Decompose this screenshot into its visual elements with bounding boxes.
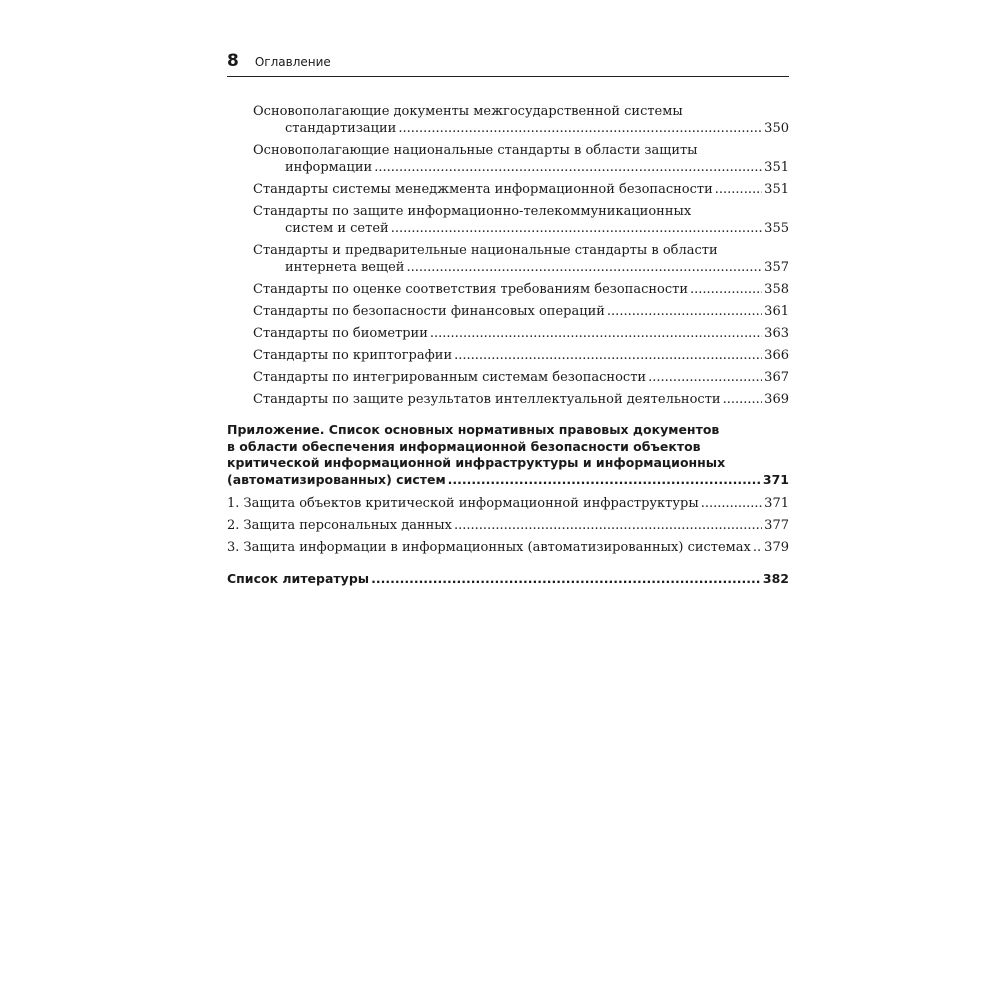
toc-entry-title: Стандарты по биометрии bbox=[253, 326, 428, 341]
toc-entry-title-line1: Стандарты по защите информационно-телекоммуникационных bbox=[253, 204, 692, 219]
toc-page-number: 351 bbox=[764, 182, 789, 197]
dot-leader bbox=[690, 281, 762, 298]
toc-entry[interactable] bbox=[227, 242, 789, 276]
toc-page-number: 369 bbox=[764, 392, 789, 407]
toc-entry[interactable] bbox=[227, 325, 789, 342]
toc-entry-title-line2: систем и сетей bbox=[285, 221, 389, 236]
toc-entry[interactable] bbox=[227, 281, 789, 298]
appendix-item[interactable] bbox=[227, 539, 789, 556]
toc-entry-title: Стандарты по криптографии bbox=[253, 348, 453, 363]
toc-page-number: 357 bbox=[764, 260, 789, 275]
toc-section-list bbox=[227, 103, 789, 408]
appendix-item-list bbox=[227, 495, 789, 556]
toc-page-number: 379 bbox=[764, 540, 789, 555]
dot-leader bbox=[454, 347, 762, 364]
dot-leader bbox=[406, 259, 762, 276]
toc-page-number: 377 bbox=[764, 518, 789, 533]
appendix-title-line: критической информационной инфраструктуры и информационных bbox=[227, 455, 726, 470]
dot-leader bbox=[448, 472, 761, 489]
toc-page bbox=[227, 50, 789, 587]
appendix-title-line: Приложение. Список основных нормативных правовых документов bbox=[227, 422, 720, 437]
toc-entry-title: Стандарты по безопасности финансовых операций bbox=[253, 304, 605, 319]
appendix-item-title: 2. Защита персональных данных bbox=[227, 518, 452, 533]
appendix-heading[interactable] bbox=[227, 422, 789, 488]
toc-page-number: 361 bbox=[764, 304, 789, 319]
appendix-item-title: 3. Защита информации в информационных (автоматизированных) системах bbox=[227, 540, 751, 555]
dot-leader bbox=[454, 517, 762, 534]
toc-entry-title-line1: Основополагающие документы межгосударственной системы bbox=[253, 104, 683, 119]
page-number: 8 bbox=[227, 51, 239, 71]
toc-page-number: 371 bbox=[764, 496, 789, 511]
toc-page-number: 355 bbox=[764, 221, 789, 236]
dot-leader bbox=[607, 303, 762, 320]
toc-page-number: 358 bbox=[764, 282, 789, 297]
toc-entry[interactable] bbox=[227, 347, 789, 364]
running-header bbox=[227, 50, 789, 77]
dot-leader bbox=[723, 391, 763, 408]
toc-entry-title: Стандарты по защите результатов интеллектуальной деятельности bbox=[253, 392, 721, 407]
toc-entry-title-line2: стандартизации bbox=[285, 121, 397, 136]
toc-entry-title-line1: Основополагающие национальные стандарты в области защиты bbox=[253, 143, 698, 158]
toc-entry[interactable] bbox=[227, 181, 789, 198]
toc-page-number: 366 bbox=[764, 348, 789, 363]
toc-entry[interactable] bbox=[227, 303, 789, 320]
toc-entry-title: Стандарты по интегрированным системам безопасности bbox=[253, 370, 647, 385]
appendix-page-number: 371 bbox=[762, 471, 789, 487]
toc-entry[interactable] bbox=[227, 203, 789, 237]
toc-page-number: 363 bbox=[764, 326, 789, 341]
dot-leader bbox=[715, 181, 762, 198]
toc-entry-title-line2: информации bbox=[285, 160, 373, 175]
dot-leader bbox=[648, 369, 762, 386]
literature-page-number: 382 bbox=[762, 571, 789, 586]
appendix-item[interactable] bbox=[227, 517, 789, 534]
dot-leader bbox=[371, 570, 761, 587]
running-header-title: Оглавление bbox=[254, 55, 331, 69]
dot-leader bbox=[701, 495, 762, 512]
appendix-title-last-line: (автоматизированных) систем bbox=[227, 471, 446, 487]
appendix-item[interactable] bbox=[227, 495, 789, 512]
toc-entry[interactable] bbox=[227, 369, 789, 386]
toc-entry-title-line2: интернета вещей bbox=[285, 260, 405, 275]
dot-leader bbox=[391, 220, 762, 237]
toc-entry-title: Стандарты системы менеджмента информационной безопасности bbox=[253, 182, 713, 197]
dot-leader bbox=[374, 159, 762, 176]
literature-title: Список литературы bbox=[227, 571, 370, 586]
toc-entry[interactable] bbox=[227, 103, 789, 137]
toc-page-number: 367 bbox=[764, 370, 789, 385]
literature-entry[interactable] bbox=[227, 570, 789, 587]
toc-entry-title-line1: Стандарты и предварительные национальные стандарты в области bbox=[253, 243, 718, 258]
appendix-item-title: 1. Защита объектов критической информационной инфраструктуры bbox=[227, 496, 699, 511]
appendix-section bbox=[227, 422, 789, 556]
toc-entry-title: Стандарты по оценке соответствия требованиям безопасности bbox=[253, 282, 689, 297]
toc-page-number: 350 bbox=[764, 121, 789, 136]
toc-page-number: 351 bbox=[764, 160, 789, 175]
toc-entry[interactable] bbox=[227, 391, 789, 408]
dot-leader bbox=[430, 325, 762, 342]
dot-leader bbox=[753, 539, 762, 556]
appendix-title-line: в области обеспечения информационной безопасности объектов bbox=[227, 438, 701, 454]
toc-entry[interactable] bbox=[227, 142, 789, 176]
dot-leader bbox=[398, 120, 762, 137]
